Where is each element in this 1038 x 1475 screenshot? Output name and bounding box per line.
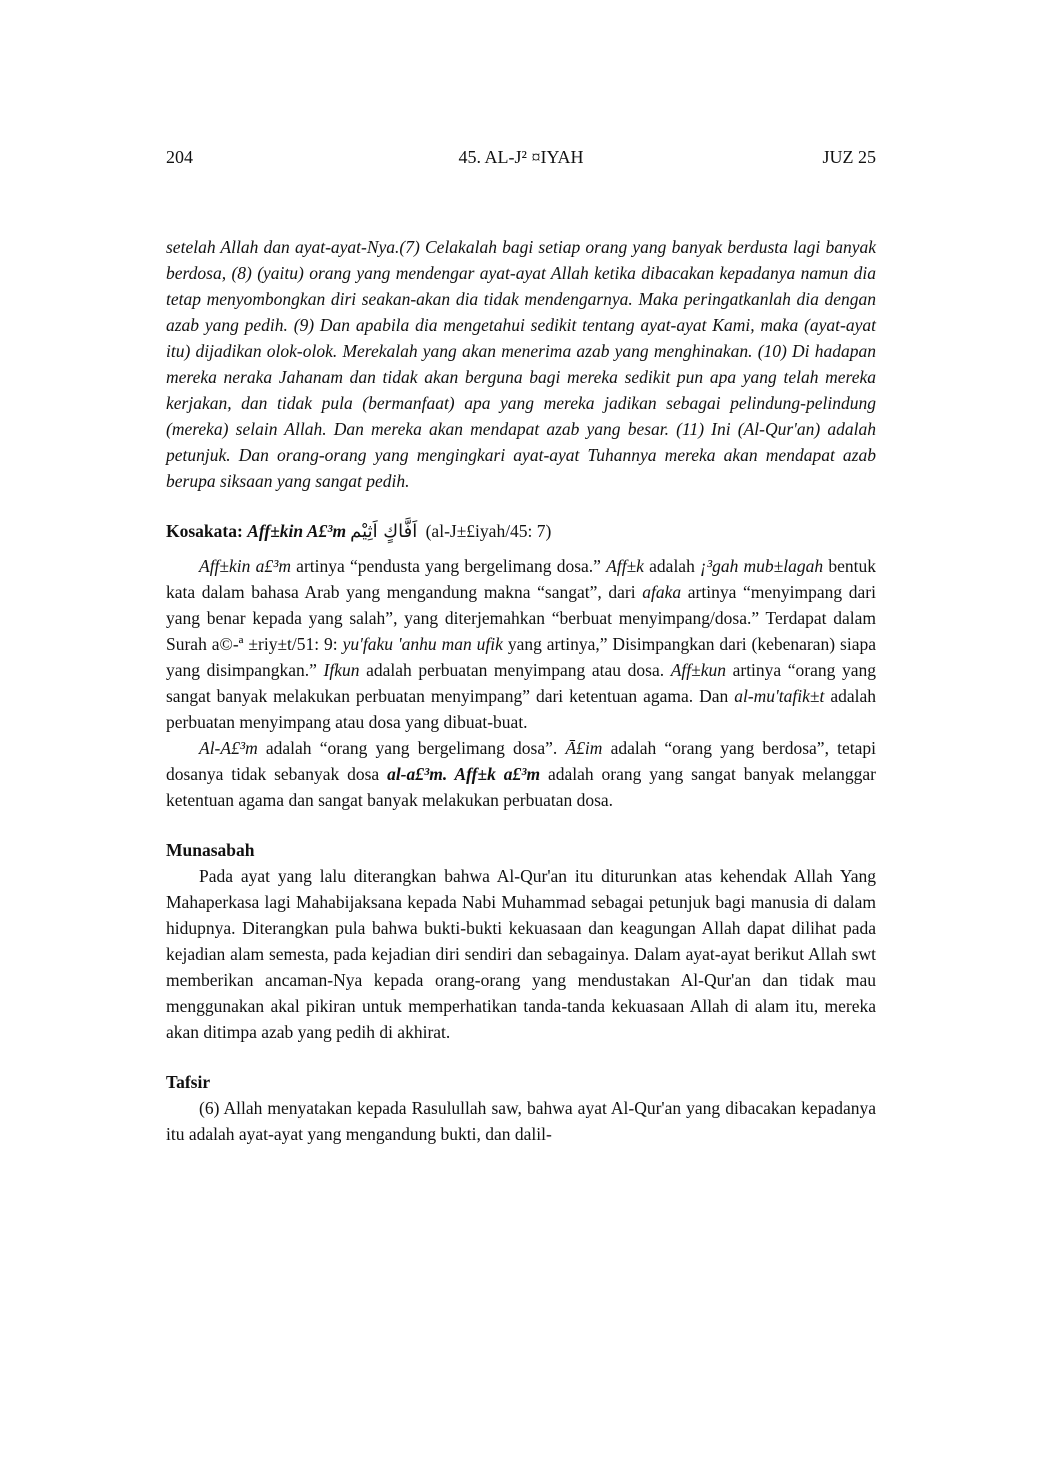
arabic-text: اَفَّاكٍ اَثِيْم — [350, 521, 418, 542]
text-segment: adalah perbuatan menyimpang atau dosa yang dibuat-buat. — [166, 686, 876, 732]
kosakata-paragraph-2 — [166, 735, 876, 813]
text-segment: artinya “pendusta yang bergelimang dosa.” — [290, 556, 607, 576]
text-segment: (al-J±£iyah/45: 7) — [421, 521, 552, 541]
text-segment: Ifkun — [323, 660, 360, 680]
tafsir-paragraph: (6) Allah menyatakan kepada Rasulullah saw, bahwa ayat Al-Qur'an yang dibacakan kepadanya itu adalah ayat-ayat yang mengandung bukti, dan dalil- — [166, 1098, 876, 1144]
text-segment: Aff±kin a£³m — [199, 556, 291, 576]
munasabah-heading: Munasabah — [166, 840, 255, 860]
page-header — [166, 144, 876, 170]
text-segment: Ā£im — [565, 738, 603, 758]
text-segment: al-a£³m. Aff±k a£³m — [387, 764, 541, 784]
page-number: 204 — [166, 147, 193, 167]
text-segment: Al-A£³m — [199, 738, 258, 758]
translation-paragraph: setelah Allah dan ayat-ayat-Nya.(7) Celakalah bagi setiap orang yang banyak berdusta lagi banyak berdosa, (8) (yaitu) orang yang mendengar ayat-ayat Allah ketika dibacakan kepadanya namun dia tetap menyombongkan diri seakan-akan dia tidak mendengarnya. Maka peringatkanlah dia dengan azab yang pedih. (9) Dan apabila dia mengetahui sedikit tentang ayat-ayat Kami, maka (ayat-ayat itu) dijadikan olok-olok. Merekalah yang akan menerima azab yang menghinakan. (10) Di hadapan mereka neraka Jahanam dan tidak akan berguna bagi mereka sedikit pun apa yang telah mereka kerjakan, dan tidak pula (bermanfaat) apa yang mereka jadikan sebagai pelindung-pelindung (mereka) selain Allah. Dan mereka akan mendapat azab yang besar. (11) Ini (Al-Qur'an) adalah petunjuk. Dan orang-orang yang mengingkari ayat-ayat Tuhannya mereka akan mendapat azab berupa siksaan yang sangat pedih. — [166, 237, 876, 491]
kosakata-heading — [166, 518, 876, 545]
text-segment: artinya “orang yang sangat banyak melakukan perbuatan menyimpang” dari ketentuan agama. Dan — [166, 660, 876, 706]
text-segment: Aff±kin A£³m — [247, 521, 347, 541]
text-segment: Kosakata: — [166, 521, 248, 541]
text-segment: afaka — [642, 582, 682, 602]
tafsir-heading: Tafsir — [166, 1072, 211, 1092]
text-segment: Aff±k — [606, 556, 644, 576]
text-segment: Aff±kun — [670, 660, 726, 680]
text-segment: adalah perbuatan menyimpang atau dosa. — [359, 660, 671, 680]
kosakata-paragraph-1 — [166, 553, 876, 735]
text-segment: bentuk kata dalam bahasa Arab yang mengandung makna “sangat”, dari — [166, 556, 876, 602]
text-segment: ¡³gah mub±lagah — [700, 556, 824, 576]
text-segment: yang artinya,” Disimpangkan dari (kebenaran) siapa yang disimpangkan.” — [166, 634, 876, 680]
text-segment: adalah “orang yang bergelimang dosa”. — [257, 738, 566, 758]
juz-label: JUZ 25 — [822, 147, 876, 167]
text-segment: adalah “orang yang berdosa”, tetapi dosanya tidak sebanyak dosa — [166, 738, 876, 784]
surah-title: 45. AL-J² ¤IYAH — [458, 147, 584, 167]
text-segment: adalah orang yang sangat banyak melanggar ketentuan agama dan sangat banyak melakukan perbuatan dosa. — [166, 764, 876, 810]
page-content — [166, 234, 876, 1147]
munasabah-paragraph: Pada ayat yang lalu diterangkan bahwa Al-Qur'an itu diturunkan atas kehendak Allah Yang Mahaperkasa lagi Mahabijaksana kepada Nabi Muhammad sebagai petunjuk bagi manusia di dalam hidupnya. Diterangkan pula bahwa bukti-bukti kekuasaan dan keagungan Allah dapat dilihat pada kejadian alam semesta, pada kejadian diri sendiri dan sebagainya. Dalam ayat-ayat berikut Allah swt memberikan ancaman-Nya kepada orang-orang yang mendustakan Al-Qur'an dan tidak mau menggunakan akal pikiran untuk memperhatikan tanda-tanda kekuasaan Allah di alam itu, mereka akan ditimpa azab yang pedih di akhirat. — [166, 866, 876, 1042]
text-segment: yu'faku 'anhu man ufik — [342, 634, 503, 654]
text-segment: artinya “menyimpang dari yang benar kepada yang salah”, yang diterjemahkan “berbuat menyimpang/dosa.” Terdapat dalam Surah a©-ª ±riy±t/51: 9: — [166, 582, 876, 654]
text-segment: al-mu'tafik±t — [734, 686, 825, 706]
text-segment: adalah — [643, 556, 701, 576]
